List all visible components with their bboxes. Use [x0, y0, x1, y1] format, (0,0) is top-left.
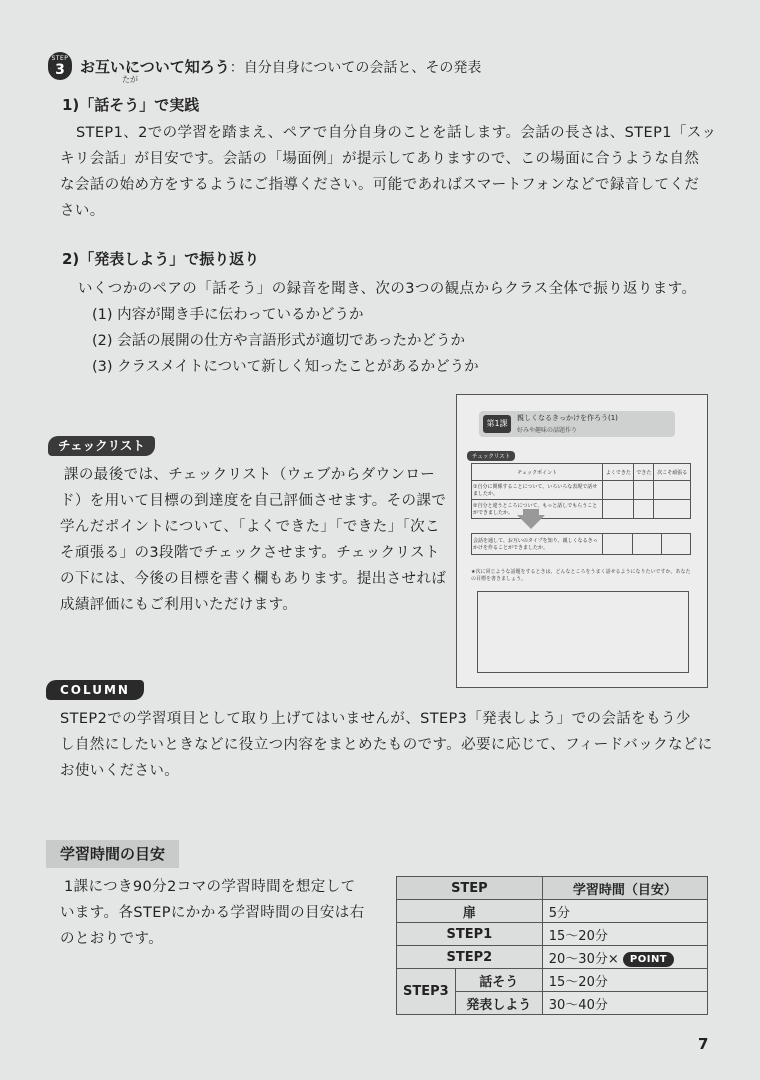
point-badge: POINT — [623, 952, 674, 967]
thumb-lesson-header — [479, 411, 675, 437]
table-time-cell: 5分 — [542, 900, 707, 923]
table-header-step: STEP — [397, 877, 543, 900]
section1-heading: 1)「話そう」で実践 — [62, 96, 200, 114]
step-title-main: お互いについて知ろう — [80, 58, 230, 76]
thumb-header-cell: チェックポイント — [472, 464, 603, 481]
thumb-row-text: ②自分と違うところについて、もっと話しでもらうことができましたか。 — [472, 500, 603, 519]
column-label: COLUMN — [46, 680, 144, 700]
thumb-header-cell: できた — [634, 464, 654, 481]
section1-line: さい。 — [60, 203, 105, 219]
section1-line: キリ会話」が目安です。会話の「場面例」が提示してありますので、この場面に合うような自然 — [60, 151, 700, 167]
study-time-body — [60, 874, 390, 952]
section2-heading: 2)「発表しよう」で振り返り — [62, 250, 260, 268]
study-time-table — [396, 876, 708, 1015]
table-sub-cell: 発表しよう — [455, 992, 542, 1015]
step-badge-label: STEP — [51, 55, 69, 62]
thumb-row-text: ①自分に関係することについて、いろいろな表現で話せましたか。 — [472, 481, 603, 500]
step-title — [80, 56, 481, 77]
thumb-note: ★次に同じような話題をするときは、どんなところをうまく話せるようになりたいですか。あなたの目標を書きましょう。 — [471, 569, 691, 582]
page-number: 7 — [698, 1035, 709, 1053]
thumb-lesson-sub: 好みや趣味の話題作り — [517, 427, 578, 434]
thumb-goal-writing-box — [477, 591, 689, 673]
checklist-line: そ頑張る」の3段階でチェックさせます。チェックリスト — [60, 545, 440, 561]
thumb-header-cell: よくできた — [603, 464, 634, 481]
table-time-cell: 15〜20分 — [542, 923, 707, 946]
table-step3-cell: STEP3 — [397, 969, 456, 1015]
thumb-lesson-num: 第1課 — [483, 415, 511, 433]
table-time-cell — [542, 946, 707, 969]
section1-line: STEP1、2での学習を踏まえ、ペアで自分自身のことを話します。会話の長さは、STEP1「スッ — [76, 125, 717, 141]
ruby-reading: たが — [122, 75, 138, 84]
section1-line: な会話の始め方をするようにご指導ください。可能であればスマートフォンなどで録音してくだ — [60, 177, 700, 193]
table-step-cell: 扉 — [397, 900, 543, 923]
table-step-cell: STEP1 — [397, 923, 543, 946]
step-title-sub: ：自分自身についての会話と、その発表 — [229, 60, 482, 76]
study-time-line: のとおりです。 — [60, 931, 164, 947]
table-time-cell: 15〜20分 — [542, 969, 707, 992]
table-sub-cell: 話そう — [455, 969, 542, 992]
study-time-line: 1課につき90分2コマの学習時間を想定して — [64, 879, 356, 895]
column-body — [60, 706, 720, 784]
step-badge — [48, 52, 72, 80]
section2-item: (3) クラスメイトについて新しく知ったことがあるかどうか — [92, 359, 479, 375]
table-time-cell: 30〜40分 — [542, 992, 707, 1015]
table-row — [397, 946, 708, 969]
table-step-cell: STEP2 — [397, 946, 543, 969]
step-badge-number: 3 — [55, 62, 65, 78]
thumb-checklist-pill: チェックリスト — [467, 451, 515, 461]
table-row — [397, 969, 708, 992]
table-time-text: 20〜30分× — [548, 951, 619, 967]
thumb-goal-table — [471, 533, 691, 555]
section1-body — [60, 120, 720, 224]
checklist-line: 成績評価にもご利用いただけます。 — [60, 597, 298, 613]
thumb-goal-text: 会話を通して、お互いのタイプを知り、親しくなるきっかけを作ることができましたか。 — [472, 534, 603, 555]
column-line: し自然にしたいときなどに役立つ内容をまとめたものです。必要に応じて、フィードバックなどに — [60, 737, 713, 753]
checklist-body — [60, 462, 450, 618]
checklist-thumbnail — [456, 394, 708, 688]
section2-item: (2) 会話の展開の仕方や言語形式が適切であったかどうか — [92, 333, 466, 349]
section2-item: (1) 内容が聞き手に伝わっているかどうか — [92, 307, 364, 323]
checklist-line: ド）を用いて目標の到達度を自己評価させます。その課で — [60, 493, 447, 509]
study-time-heading: 学習時間の目安 — [46, 840, 179, 868]
checklist-line: 課の最後では、チェックリスト（ウェブからダウンロー — [64, 467, 436, 483]
checklist-label: チェックリスト — [48, 436, 155, 456]
table-row — [397, 923, 708, 946]
column-line: お使いください。 — [60, 763, 180, 779]
study-time-line: います。各STEPにかかる学習時間の目安は右 — [60, 905, 365, 921]
thumb-lesson-title: 親しくなるきっかけを作ろう(1) — [517, 414, 618, 422]
thumb-header-cell: 次こそ頑張る — [654, 464, 691, 481]
checklist-line: 学んだポイントについて、「よくできた」「できた」「次こ — [60, 519, 440, 535]
table-row — [397, 900, 708, 923]
section2-intro: いくつかのペアの「話そう」の録音を聞き、次の3つの観点からクラス全体で振り返ります。 — [78, 281, 697, 297]
thumb-checklist-table — [471, 463, 691, 519]
column-line: STEP2での学習項目として取り上げてはいませんが、STEP3「発表しよう」での会話をもう少 — [60, 711, 691, 727]
checklist-line: の下には、今後の目標を書く欄もあります。提出させれば — [60, 571, 447, 587]
table-header-time: 学習時間（目安） — [542, 877, 707, 900]
thumb-arrow-icon — [517, 515, 545, 529]
